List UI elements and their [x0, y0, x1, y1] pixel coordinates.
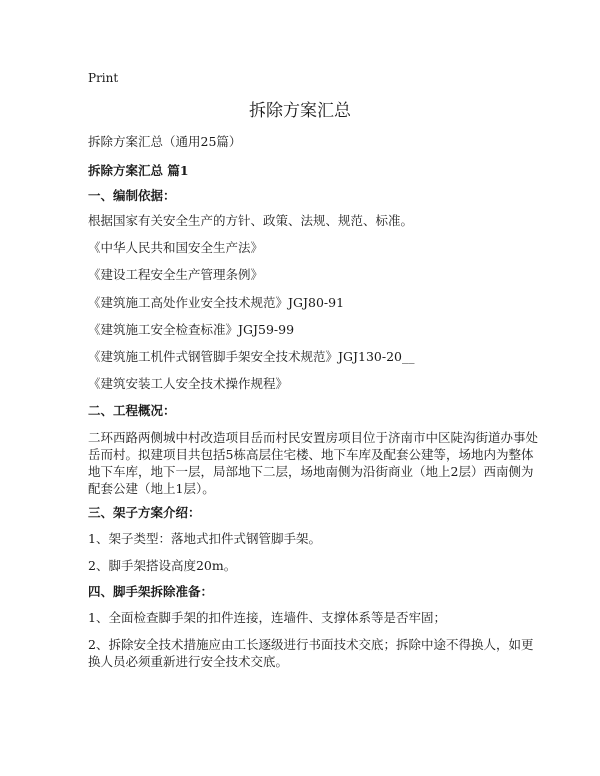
basis-line: 《建筑安装工人安全技术操作规程》: [88, 376, 289, 391]
dismantling-prep-paragraph-line: 换人员必须重新进行安全技术交底。: [88, 654, 289, 669]
basis-line: 《中华人民共和国安全生产法》: [88, 240, 264, 255]
dismantling-prep-paragraph-line: 2、拆除安全技术措施应由工长逐级进行书面技术交底；拆除中途不得换人，如更: [88, 637, 534, 652]
document-subtitle: 拆除方案汇总（通用25篇）: [88, 134, 242, 149]
dismantling-prep-line: 1、全面检查脚手架的扣件连接，连墙件、支撑体系等是否牢固；: [88, 610, 446, 625]
print-label: Print: [88, 71, 119, 85]
basis-line: 《建筑施工高处作业安全技术规范》JGJ80-91: [88, 295, 345, 310]
basis-line: 《建筑施工安全检查标准》JGJ59-99: [88, 322, 295, 337]
overview-paragraph-line: 配套公建（地上1层）。: [88, 481, 215, 496]
overview-paragraph-line: 岳而村。拟建项目共包括5栋高层住宅楼、地下车库及配套公建等，场地内为整体: [88, 447, 534, 462]
basis-line: 《建筑施工机件式钢管脚手架安全技术规范》JGJ130-20__: [88, 349, 415, 364]
overview-paragraph-line: 地下车库，地下一层，局部地下二层，场地南侧为沿街商业（地上2层）西南侧为: [88, 464, 534, 479]
section-heading-overview: 二、工程概况：: [88, 403, 176, 418]
section-heading-dismantling-prep: 四、脚手架拆除准备：: [88, 584, 214, 599]
section-heading-basis: 一、编制依据：: [88, 188, 176, 203]
basis-line: 根据国家有关安全生产的方针、政策、法规、规范、标准。: [88, 213, 414, 228]
basis-line: 《建设工程安全生产管理条例》: [88, 267, 264, 282]
page-title: 拆除方案汇总: [249, 101, 351, 121]
article-heading: 拆除方案汇总 篇1: [88, 163, 189, 178]
section-heading-scaffold-plan: 三、架子方案介绍：: [88, 505, 201, 520]
scaffold-plan-line: 2、脚手架搭设高度20m。: [88, 558, 237, 573]
overview-paragraph-line: 二环西路两侧城中村改造项目岳而村民安置房项目位于济南市中区陡沟街道办事处: [88, 430, 539, 445]
scaffold-plan-line: 1、架子类型：落地式扣件式钢管脚手架。: [88, 531, 321, 546]
